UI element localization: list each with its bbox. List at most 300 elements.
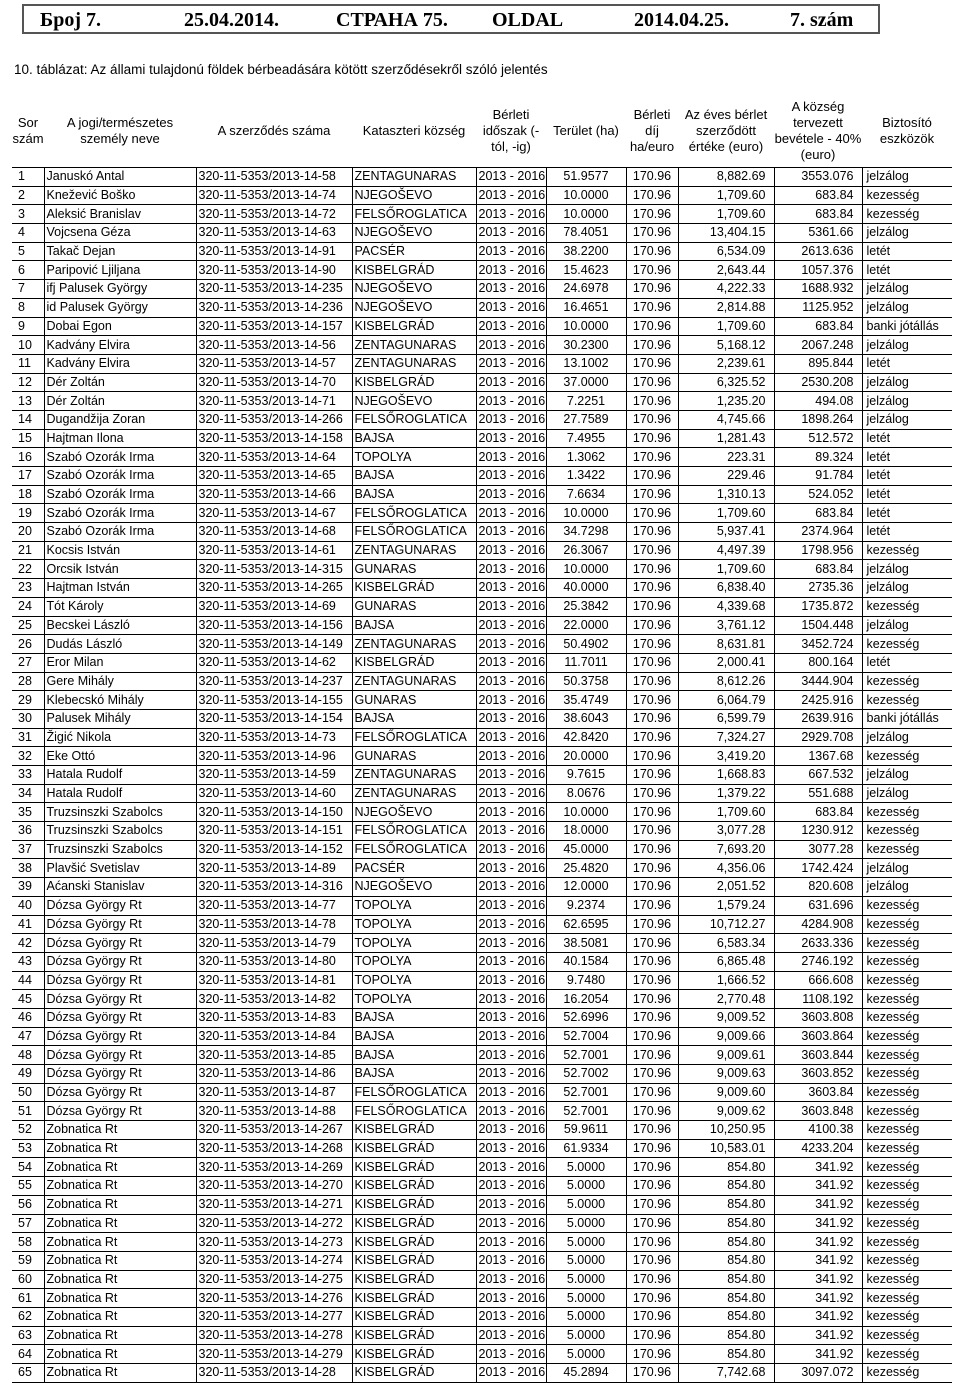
cell-period: 2013 - 2016: [476, 1083, 546, 1102]
cell-annual-value: 854.80: [678, 1345, 774, 1364]
cell-name: Eke Ottó: [44, 747, 196, 766]
cell-area: 10.0000: [546, 317, 626, 336]
cell-name: Zobnatica Rt: [44, 1177, 196, 1196]
table-row: [12, 336, 952, 355]
cell-contract: 320-11-5353/2013-14-62: [196, 653, 352, 672]
cell-municipal-income: 1688.932: [774, 280, 862, 299]
table-row: [12, 1083, 952, 1102]
table-row: [12, 971, 952, 990]
cell-no: 16: [12, 448, 44, 467]
cell-name: Dózsa György Rt: [44, 1102, 196, 1121]
cell-annual-value: 9,009.66: [678, 1027, 774, 1046]
cell-no: 10: [12, 336, 44, 355]
cell-security: kezesség: [862, 1251, 952, 1270]
cell-municipal-income: 341.92: [774, 1326, 862, 1345]
cell-area: 27.7589: [546, 410, 626, 429]
cell-contract: 320-11-5353/2013-14-274: [196, 1251, 352, 1270]
cell-name: Tót Károly: [44, 597, 196, 616]
cell-period: 2013 - 2016: [476, 728, 546, 747]
cell-period: 2013 - 2016: [476, 971, 546, 990]
cell-security: kezesség: [862, 934, 952, 953]
cell-name: Becskei László: [44, 616, 196, 635]
column-header-security: Biztosító eszközök: [862, 94, 952, 168]
cell-cadastral: KISBELGRÁD: [352, 1233, 476, 1252]
cell-period: 2013 - 2016: [476, 1121, 546, 1140]
cell-no: 50: [12, 1083, 44, 1102]
cell-security: jelzálog: [862, 280, 952, 299]
table-row: [12, 579, 952, 598]
cell-contract: 320-11-5353/2013-14-80: [196, 952, 352, 971]
cell-area: 51.9577: [546, 168, 626, 187]
cell-fee: 170.96: [626, 672, 678, 691]
cell-period: 2013 - 2016: [476, 1195, 546, 1214]
cell-municipal-income: 4233.204: [774, 1139, 862, 1158]
cell-period: 2013 - 2016: [476, 1364, 546, 1383]
cell-area: 5.0000: [546, 1158, 626, 1177]
cell-name: Zobnatica Rt: [44, 1364, 196, 1383]
cell-name: Dózsa György Rt: [44, 915, 196, 934]
cell-area: 12.0000: [546, 878, 626, 897]
cell-annual-value: 854.80: [678, 1233, 774, 1252]
cell-annual-value: 2,643.44: [678, 261, 774, 280]
cell-contract: 320-11-5353/2013-14-56: [196, 336, 352, 355]
cell-municipal-income: 2067.248: [774, 336, 862, 355]
table-row: [12, 990, 952, 1009]
cell-period: 2013 - 2016: [476, 392, 546, 411]
cell-cadastral: GUNARAS: [352, 597, 476, 616]
cell-no: 49: [12, 1065, 44, 1084]
cell-area: 37.0000: [546, 373, 626, 392]
cell-security: kezesség: [862, 1158, 952, 1177]
cell-no: 11: [12, 354, 44, 373]
cell-cadastral: BAJSA: [352, 616, 476, 635]
cell-security: letét: [862, 429, 952, 448]
issue-number-sr: Број 7.: [40, 9, 102, 31]
cell-annual-value: 4,745.66: [678, 410, 774, 429]
cell-period: 2013 - 2016: [476, 952, 546, 971]
cell-period: 2013 - 2016: [476, 373, 546, 392]
cell-security: letét: [862, 467, 952, 486]
cell-municipal-income: 2613.636: [774, 242, 862, 261]
cell-area: 52.7002: [546, 1065, 626, 1084]
cell-security: letét: [862, 354, 952, 373]
cell-area: 9.7615: [546, 766, 626, 785]
table-row: [12, 784, 952, 803]
cell-annual-value: 854.80: [678, 1289, 774, 1308]
cell-municipal-income: 4284.908: [774, 915, 862, 934]
cell-municipal-income: 524.052: [774, 485, 862, 504]
table-row: [12, 747, 952, 766]
cell-annual-value: 1,709.60: [678, 205, 774, 224]
cell-cadastral: GUNARAS: [352, 560, 476, 579]
cell-name: Zobnatica Rt: [44, 1326, 196, 1345]
cell-period: 2013 - 2016: [476, 1065, 546, 1084]
cell-period: 2013 - 2016: [476, 784, 546, 803]
cell-area: 59.9611: [546, 1121, 626, 1140]
cell-contract: 320-11-5353/2013-14-150: [196, 803, 352, 822]
cell-area: 10.0000: [546, 186, 626, 205]
cell-period: 2013 - 2016: [476, 205, 546, 224]
cell-area: 52.6996: [546, 1008, 626, 1027]
cell-area: 10.0000: [546, 803, 626, 822]
cell-contract: 320-11-5353/2013-14-77: [196, 896, 352, 915]
cell-municipal-income: 3077.28: [774, 840, 862, 859]
cell-area: 26.3067: [546, 541, 626, 560]
cell-contract: 320-11-5353/2013-14-59: [196, 766, 352, 785]
cell-contract: 320-11-5353/2013-14-277: [196, 1307, 352, 1326]
cell-municipal-income: 2746.192: [774, 952, 862, 971]
cell-annual-value: 1,310.13: [678, 485, 774, 504]
column-header-name: A jogi/természetes személy neve: [44, 94, 196, 168]
cell-contract: 320-11-5353/2013-14-273: [196, 1233, 352, 1252]
cell-annual-value: 854.80: [678, 1326, 774, 1345]
cell-security: jelzálog: [862, 784, 952, 803]
cell-contract: 320-11-5353/2013-14-79: [196, 934, 352, 953]
cell-no: 28: [12, 672, 44, 691]
cell-municipal-income: 2639.916: [774, 709, 862, 728]
cell-no: 27: [12, 653, 44, 672]
table-row: [12, 878, 952, 897]
cell-municipal-income: 341.92: [774, 1251, 862, 1270]
table-row: [12, 1065, 952, 1084]
cell-period: 2013 - 2016: [476, 1289, 546, 1308]
cell-no: 45: [12, 990, 44, 1009]
cell-security: kezesség: [862, 597, 952, 616]
cell-contract: 320-11-5353/2013-14-89: [196, 859, 352, 878]
cell-municipal-income: 341.92: [774, 1345, 862, 1364]
cell-no: 32: [12, 747, 44, 766]
cell-security: kezesség: [862, 541, 952, 560]
cell-fee: 170.96: [626, 1046, 678, 1065]
cell-cadastral: KISBELGRÁD: [352, 1158, 476, 1177]
table-row: [12, 840, 952, 859]
cell-fee: 170.96: [626, 1364, 678, 1383]
cell-period: 2013 - 2016: [476, 186, 546, 205]
cell-security: jelzálog: [862, 224, 952, 243]
cell-area: 11.7011: [546, 653, 626, 672]
cell-annual-value: 10,712.27: [678, 915, 774, 934]
cell-period: 2013 - 2016: [476, 448, 546, 467]
cell-municipal-income: 895.844: [774, 354, 862, 373]
cell-fee: 170.96: [626, 1177, 678, 1196]
cell-period: 2013 - 2016: [476, 803, 546, 822]
cell-annual-value: 4,497.39: [678, 541, 774, 560]
cell-no: 39: [12, 878, 44, 897]
cell-no: 65: [12, 1364, 44, 1383]
cell-name: Dózsa György Rt: [44, 1008, 196, 1027]
cell-period: 2013 - 2016: [476, 1158, 546, 1177]
cell-contract: 320-11-5353/2013-14-158: [196, 429, 352, 448]
cell-cadastral: BAJSA: [352, 467, 476, 486]
cell-annual-value: 1,579.24: [678, 896, 774, 915]
table-row: [12, 1139, 952, 1158]
cell-period: 2013 - 2016: [476, 709, 546, 728]
cell-name: Januskó Antal: [44, 168, 196, 187]
cell-fee: 170.96: [626, 1307, 678, 1326]
cell-period: 2013 - 2016: [476, 523, 546, 542]
cell-no: 8: [12, 298, 44, 317]
cell-security: kezesség: [862, 1364, 952, 1383]
cell-period: 2013 - 2016: [476, 1177, 546, 1196]
table-row: [12, 1195, 952, 1214]
cell-security: kezesség: [862, 1046, 952, 1065]
cell-period: 2013 - 2016: [476, 1214, 546, 1233]
cell-municipal-income: 1742.424: [774, 859, 862, 878]
cell-annual-value: 854.80: [678, 1307, 774, 1326]
cell-annual-value: 7,324.27: [678, 728, 774, 747]
cell-contract: 320-11-5353/2013-14-275: [196, 1270, 352, 1289]
table-row: [12, 859, 952, 878]
cell-area: 52.7001: [546, 1046, 626, 1065]
cell-name: Kadvány Elvira: [44, 336, 196, 355]
cell-no: 2: [12, 186, 44, 205]
table-row: [12, 653, 952, 672]
cell-name: Zobnatica Rt: [44, 1345, 196, 1364]
cell-no: 54: [12, 1158, 44, 1177]
cell-name: Dózsa György Rt: [44, 934, 196, 953]
cell-area: 18.0000: [546, 822, 626, 841]
cell-name: Dózsa György Rt: [44, 971, 196, 990]
cell-fee: 170.96: [626, 1027, 678, 1046]
cell-no: 3: [12, 205, 44, 224]
table-row: [12, 429, 952, 448]
cell-period: 2013 - 2016: [476, 579, 546, 598]
table-row: [12, 1177, 952, 1196]
cell-cadastral: GUNARAS: [352, 747, 476, 766]
cell-contract: 320-11-5353/2013-14-152: [196, 840, 352, 859]
cell-area: 40.0000: [546, 579, 626, 598]
cell-no: 18: [12, 485, 44, 504]
cell-municipal-income: 683.84: [774, 504, 862, 523]
cell-fee: 170.96: [626, 1326, 678, 1345]
cell-fee: 170.96: [626, 467, 678, 486]
table-body: [12, 168, 952, 1383]
cell-fee: 170.96: [626, 747, 678, 766]
cell-fee: 170.96: [626, 523, 678, 542]
cell-annual-value: 2,814.88: [678, 298, 774, 317]
cell-area: 5.0000: [546, 1326, 626, 1345]
cell-municipal-income: 89.324: [774, 448, 862, 467]
cell-contract: 320-11-5353/2013-14-72: [196, 205, 352, 224]
cell-contract: 320-11-5353/2013-14-71: [196, 392, 352, 411]
cell-annual-value: 7,693.20: [678, 840, 774, 859]
cell-area: 5.0000: [546, 1177, 626, 1196]
cell-security: kezesség: [862, 1326, 952, 1345]
cell-municipal-income: 667.532: [774, 766, 862, 785]
cell-no: 44: [12, 971, 44, 990]
cell-period: 2013 - 2016: [476, 896, 546, 915]
cell-no: 30: [12, 709, 44, 728]
cell-municipal-income: 1898.264: [774, 410, 862, 429]
cell-area: 62.6595: [546, 915, 626, 934]
cell-no: 15: [12, 429, 44, 448]
cell-name: Kadvány Elvira: [44, 354, 196, 373]
cell-contract: 320-11-5353/2013-14-64: [196, 448, 352, 467]
cell-area: 50.4902: [546, 635, 626, 654]
cell-period: 2013 - 2016: [476, 915, 546, 934]
table-row: [12, 1027, 952, 1046]
cell-name: Paripović Ljiljana: [44, 261, 196, 280]
cell-no: 58: [12, 1233, 44, 1252]
cell-name: Klebecskó Mihály: [44, 691, 196, 710]
cell-cadastral: FELSŐROGLATICA: [352, 1083, 476, 1102]
cell-security: jelzálog: [862, 410, 952, 429]
cell-security: kezesség: [862, 1102, 952, 1121]
cell-municipal-income: 91.784: [774, 467, 862, 486]
cell-contract: 320-11-5353/2013-14-84: [196, 1027, 352, 1046]
cell-area: 52.7001: [546, 1083, 626, 1102]
cell-contract: 320-11-5353/2013-14-63: [196, 224, 352, 243]
cell-fee: 170.96: [626, 616, 678, 635]
cell-period: 2013 - 2016: [476, 336, 546, 355]
cell-municipal-income: 341.92: [774, 1195, 862, 1214]
cell-security: kezesség: [862, 840, 952, 859]
cell-cadastral: KISBELGRÁD: [352, 1345, 476, 1364]
cell-contract: 320-11-5353/2013-14-67: [196, 504, 352, 523]
cell-area: 16.2054: [546, 990, 626, 1009]
cell-contract: 320-11-5353/2013-14-157: [196, 317, 352, 336]
cell-annual-value: 8,612.26: [678, 672, 774, 691]
cell-period: 2013 - 2016: [476, 766, 546, 785]
cell-fee: 170.96: [626, 1251, 678, 1270]
cell-name: Truzsinszki Szabolcs: [44, 822, 196, 841]
cell-municipal-income: 2374.964: [774, 523, 862, 542]
cell-fee: 170.96: [626, 429, 678, 448]
cell-period: 2013 - 2016: [476, 317, 546, 336]
cell-no: 34: [12, 784, 44, 803]
cell-municipal-income: 2735.36: [774, 579, 862, 598]
table-row: [12, 1326, 952, 1345]
cell-no: 26: [12, 635, 44, 654]
table-row: [12, 1364, 952, 1383]
cell-security: kezesség: [862, 747, 952, 766]
cell-annual-value: 854.80: [678, 1195, 774, 1214]
cell-period: 2013 - 2016: [476, 485, 546, 504]
cell-fee: 170.96: [626, 354, 678, 373]
cell-cadastral: FELSŐROGLATICA: [352, 504, 476, 523]
cell-no: 64: [12, 1345, 44, 1364]
cell-name: Zobnatica Rt: [44, 1158, 196, 1177]
lease-contracts-table: [12, 94, 952, 1383]
cell-cadastral: TOPOLYA: [352, 971, 476, 990]
cell-cadastral: KISBELGRÁD: [352, 1214, 476, 1233]
cell-area: 7.6634: [546, 485, 626, 504]
issue-date-hu: 2014.04.25.: [634, 9, 729, 31]
table-row: [12, 205, 952, 224]
cell-fee: 170.96: [626, 317, 678, 336]
cell-name: Szabó Ozorák Irma: [44, 504, 196, 523]
cell-area: 15.4623: [546, 261, 626, 280]
cell-security: kezesség: [862, 1289, 952, 1308]
cell-period: 2013 - 2016: [476, 1139, 546, 1158]
cell-no: 55: [12, 1177, 44, 1196]
cell-security: kezesség: [862, 186, 952, 205]
cell-fee: 170.96: [626, 1289, 678, 1308]
cell-annual-value: 6,865.48: [678, 952, 774, 971]
cell-area: 8.0676: [546, 784, 626, 803]
cell-area: 5.0000: [546, 1195, 626, 1214]
cell-cadastral: KISBELGRÁD: [352, 1307, 476, 1326]
cell-contract: 320-11-5353/2013-14-316: [196, 878, 352, 897]
cell-security: jelzálog: [862, 560, 952, 579]
cell-area: 42.8420: [546, 728, 626, 747]
cell-contract: 320-11-5353/2013-14-74: [196, 186, 352, 205]
cell-period: 2013 - 2016: [476, 1270, 546, 1289]
cell-municipal-income: 3603.808: [774, 1008, 862, 1027]
cell-municipal-income: 683.84: [774, 186, 862, 205]
cell-name: Truzsinszki Szabolcs: [44, 840, 196, 859]
cell-annual-value: 2,051.52: [678, 878, 774, 897]
cell-fee: 170.96: [626, 1214, 678, 1233]
cell-contract: 320-11-5353/2013-14-81: [196, 971, 352, 990]
table-row: [12, 934, 952, 953]
cell-cadastral: KISBELGRÁD: [352, 653, 476, 672]
cell-name: Dér Zoltán: [44, 392, 196, 411]
cell-annual-value: 6,534.09: [678, 242, 774, 261]
table-row: [12, 467, 952, 486]
cell-security: jelzálog: [862, 878, 952, 897]
cell-contract: 320-11-5353/2013-14-78: [196, 915, 352, 934]
table-row: [12, 448, 952, 467]
cell-annual-value: 223.31: [678, 448, 774, 467]
cell-contract: 320-11-5353/2013-14-73: [196, 728, 352, 747]
cell-period: 2013 - 2016: [476, 1233, 546, 1252]
cell-period: 2013 - 2016: [476, 298, 546, 317]
cell-contract: 320-11-5353/2013-14-266: [196, 410, 352, 429]
cell-cadastral: GUNARAS: [352, 691, 476, 710]
column-header-no: Sor szám: [12, 94, 44, 168]
cell-period: 2013 - 2016: [476, 1251, 546, 1270]
cell-cadastral: ZENTAGUNARAS: [352, 635, 476, 654]
cell-name: Hajtman István: [44, 579, 196, 598]
cell-cadastral: FELSŐROGLATICA: [352, 822, 476, 841]
table-row: [12, 186, 952, 205]
cell-area: 61.9334: [546, 1139, 626, 1158]
cell-annual-value: 1,235.20: [678, 392, 774, 411]
cell-cadastral: NJEGOŠEVO: [352, 392, 476, 411]
cell-cadastral: FELSŐROGLATICA: [352, 205, 476, 224]
cell-no: 25: [12, 616, 44, 635]
cell-area: 22.0000: [546, 616, 626, 635]
cell-name: Zobnatica Rt: [44, 1195, 196, 1214]
cell-cadastral: ZENTAGUNARAS: [352, 672, 476, 691]
cell-contract: 320-11-5353/2013-14-57: [196, 354, 352, 373]
cell-annual-value: 854.80: [678, 1158, 774, 1177]
cell-no: 62: [12, 1307, 44, 1326]
cell-area: 9.7480: [546, 971, 626, 990]
table-row: [12, 766, 952, 785]
cell-cadastral: NJEGOŠEVO: [352, 298, 476, 317]
table-row: [12, 485, 952, 504]
table-row: [12, 709, 952, 728]
cell-fee: 170.96: [626, 205, 678, 224]
cell-fee: 170.96: [626, 1139, 678, 1158]
cell-no: 56: [12, 1195, 44, 1214]
cell-period: 2013 - 2016: [476, 1345, 546, 1364]
cell-no: 24: [12, 597, 44, 616]
cell-no: 1: [12, 168, 44, 187]
cell-fee: 170.96: [626, 728, 678, 747]
cell-annual-value: 1,709.60: [678, 560, 774, 579]
cell-fee: 170.96: [626, 784, 678, 803]
cell-name: Dózsa György Rt: [44, 1083, 196, 1102]
cell-no: 22: [12, 560, 44, 579]
cell-municipal-income: 3444.904: [774, 672, 862, 691]
cell-period: 2013 - 2016: [476, 653, 546, 672]
cell-area: 1.3062: [546, 448, 626, 467]
cell-fee: 170.96: [626, 261, 678, 280]
cell-fee: 170.96: [626, 1270, 678, 1289]
